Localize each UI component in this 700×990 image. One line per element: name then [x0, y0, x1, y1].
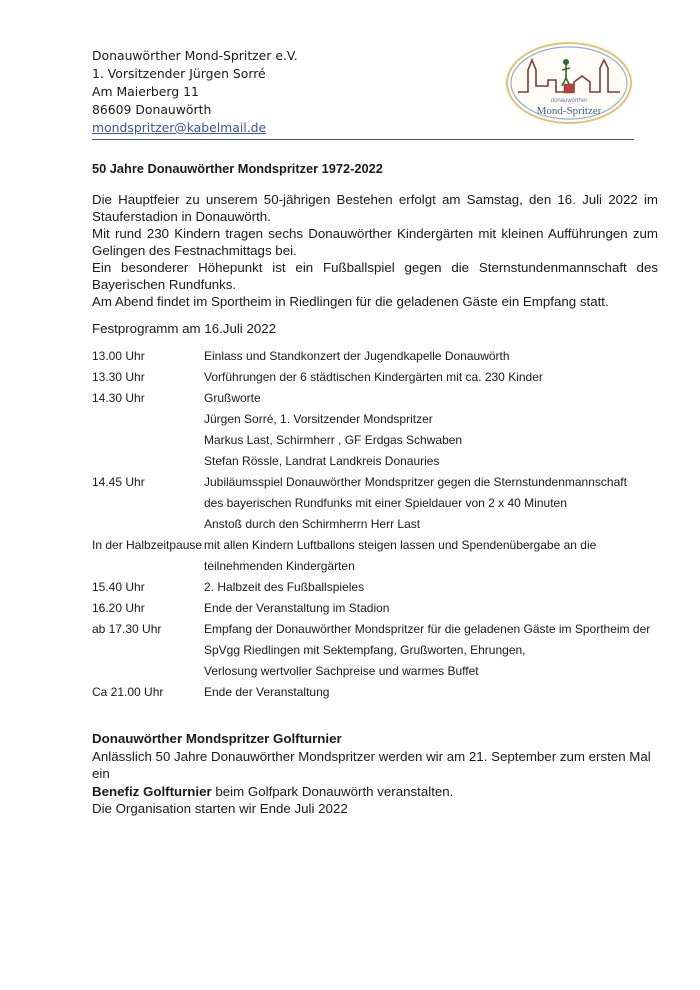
program-time	[92, 661, 204, 682]
program-row	[92, 661, 662, 682]
letterhead	[92, 47, 298, 137]
program-text: 2. Halbzeit des Fußballspieles	[204, 580, 365, 594]
program-row	[92, 430, 662, 451]
intro-paragraph: Mit rund 230 Kindern tragen sechs Donauwörther Kindergärten mit kleinen Aufführungen zum Gelingen des Festnachmittags bei.	[92, 226, 658, 258]
program-row	[92, 451, 662, 472]
intro-paragraph: Ein besonderer Höhepunkt ist ein Fußballspiel gegen die Sternstundenmannschaft des Bayerischen Rundfunks.	[92, 260, 658, 292]
program-row	[92, 388, 662, 409]
club-logo	[504, 40, 634, 126]
golf-line: Anlässlich 50 Jahre Donauwörther Mondspritzer werden wir am 21. September zum ersten Mal ein	[92, 748, 651, 781]
program-text: Einlass und Standkonzert der Jugendkapelle Donauwörth	[204, 349, 510, 363]
intro-text	[92, 191, 658, 310]
program-row	[92, 598, 662, 619]
golf-line	[92, 783, 658, 801]
program-row	[92, 367, 662, 388]
program-row	[92, 619, 662, 640]
program-row	[92, 577, 662, 598]
intro-paragraph: Am Abend findet im Sportheim in Riedlingen für die geladenen Gäste ein Empfang statt.	[92, 294, 609, 309]
program-time	[92, 451, 204, 472]
page-title: 50 Jahre Donauwörther Mondspritzer 1972-2022	[92, 161, 383, 176]
program-text: Stefan Rössle, Landrat Landkreis Donauries	[204, 454, 440, 468]
program-text: Grußworte	[204, 391, 261, 405]
golf-heading: Donauwörther Mondspritzer Golfturnier	[92, 731, 342, 746]
program-text: teilnehmenden Kindergärten	[204, 559, 355, 573]
program-row	[92, 682, 662, 703]
program-text: des bayerischen Rundfunks mit einer Spieldauer von 2 x 40 Minuten	[204, 496, 567, 510]
program-text: Jubiläumsspiel Donauwörther Mondspritzer gegen die Sternstundenmannschaft	[204, 475, 627, 489]
logo-top-text: donauwörther	[550, 98, 588, 104]
chair-name: 1. Vorsitzender Jürgen Sorré	[92, 66, 266, 81]
program-row	[92, 346, 662, 367]
program-text: Vorführungen der 6 städtischen Kindergärten mit ca. 230 Kinder	[204, 370, 543, 384]
program-text: Verlosung wertvoller Sachpreise und warmes Buffet	[204, 664, 479, 678]
golf-line: Die Organisation starten wir Ende Juli 2022	[92, 801, 348, 816]
program-time: 15.40 Uhr	[92, 580, 145, 594]
program-text: SpVgg Riedlingen mit Sektempfang, Grußworten, Ehrungen,	[204, 643, 526, 657]
golf-section	[92, 730, 658, 818]
city-address: 86609 Donauwörth	[92, 102, 212, 117]
intro-paragraph: Die Hauptfeier zu unserem 50-jährigen Bestehen erfolgt am Samstag, den 16. Juli 2022 im Stauferstadion in Donauwörth.	[92, 192, 658, 224]
email-link[interactable]: mondspritzer@kabelmail.de	[92, 120, 267, 135]
program-text: Empfang der Donauwörther Mondspritzer für die geladenen Gäste im Sportheim der	[204, 622, 651, 636]
program-time: 14.30 Uhr	[92, 391, 145, 405]
program-list	[92, 346, 662, 703]
program-row	[92, 409, 662, 430]
program-text: Jürgen Sorré, 1. Vorsitzender Mondspritzer	[204, 412, 433, 426]
program-time: In der Halbzeitpause	[92, 538, 203, 552]
program-time: ab 17.30 Uhr	[92, 622, 162, 636]
program-time: 16.20 Uhr	[92, 601, 145, 615]
program-text: Markus Last, Schirmherr , GF Erdgas Schwaben	[204, 433, 463, 447]
program-time: Ca 21.00 Uhr	[92, 685, 164, 699]
program-time	[92, 556, 204, 577]
logo-main-text: Mond-Spritzer	[536, 105, 602, 117]
program-text: Ende der Veranstaltung	[204, 685, 330, 699]
program-row	[92, 472, 662, 493]
program-row	[92, 535, 662, 556]
header-divider	[92, 139, 634, 140]
program-time: 13.00 Uhr	[92, 349, 145, 363]
program-text: Anstoß durch den Schirmherrn Herr Last	[204, 517, 421, 531]
festprogramm-heading: Festprogramm am 16.Juli 2022	[92, 321, 277, 336]
program-row	[92, 640, 662, 661]
program-time	[92, 640, 204, 661]
program-text: Ende der Veranstaltung im Stadion	[204, 601, 390, 615]
org-name: Donauwörther Mond-Spritzer e.V.	[92, 48, 298, 63]
program-time: 14.45 Uhr	[92, 475, 145, 489]
street-address: Am Maierberg 11	[92, 84, 199, 99]
golf-text: beim Golfpark Donauwörth veranstalten.	[211, 783, 454, 799]
program-row	[92, 514, 662, 535]
program-time	[92, 514, 204, 535]
program-time: 13.30 Uhr	[92, 370, 145, 384]
program-row	[92, 556, 662, 577]
program-time	[92, 409, 204, 430]
golf-bold-text: Benefiz Golfturnier	[92, 783, 212, 799]
program-time	[92, 430, 204, 451]
program-text: mit allen Kindern Luftballons steigen lassen und Spendenübergabe an die	[204, 538, 597, 552]
program-row	[92, 493, 662, 514]
program-time	[92, 493, 204, 514]
